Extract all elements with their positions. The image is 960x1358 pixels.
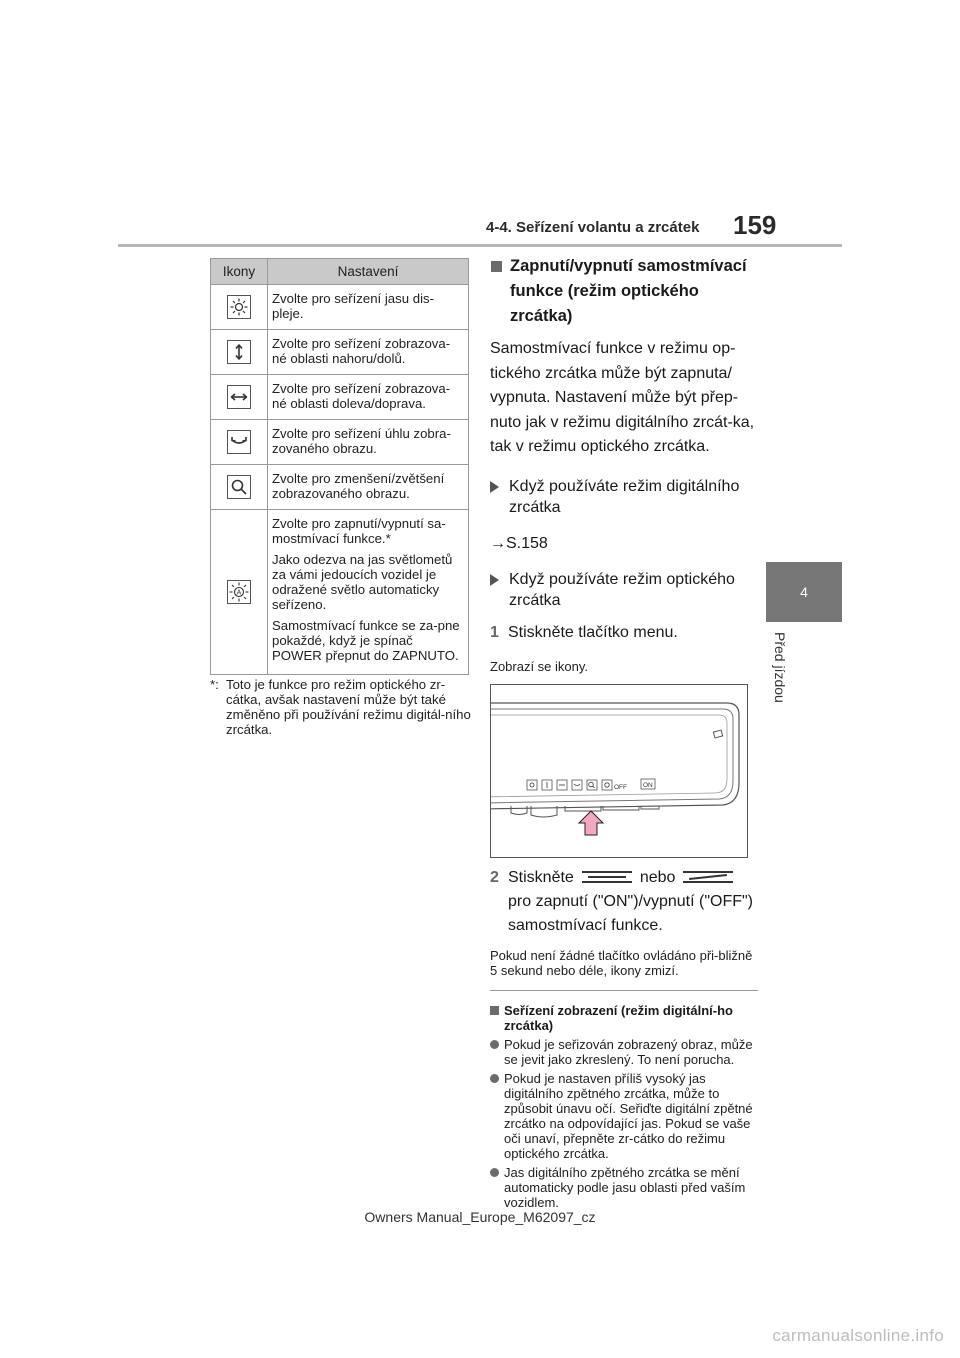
- step-number: 2: [490, 868, 499, 886]
- mirror-illustration: [490, 684, 748, 858]
- list-item-text: Pokud je nastaven příliš vysoký jas digitálního zpětného zrcátka, může to způsobit únavu očí. Seřiďte digitální zpětné zrcátko na odpovídající jas. Pokud se vaše oči unaví, přepněte zr-cátko do režimu optického zrcátka.: [504, 1070, 753, 1161]
- page-number: 159: [733, 210, 777, 240]
- info-heading: [490, 1003, 758, 1033]
- list-item: [490, 1165, 758, 1210]
- tilt-arrow-icon: [227, 430, 251, 454]
- step-note: Pokud není žádné tlačítko ovládáno při-bližně 5 sekund nebo déle, ikony zmizí.: [490, 947, 753, 978]
- step-text-part: Stiskněte: [508, 868, 574, 886]
- bullet-dot-icon: [490, 1040, 499, 1049]
- settings-table: [210, 258, 469, 675]
- step-text-part: pro zapnutí ("ON")/vypnutí ("OFF") samostmívací funkce.: [508, 892, 753, 934]
- step-number: 1: [490, 623, 499, 641]
- square-bullet-icon: [491, 261, 502, 272]
- square-bullet-icon: [490, 1006, 499, 1015]
- left-button-icon: [582, 871, 632, 883]
- heading-text: Zapnutí/vypnutí samostmívací funkce (režim optického zrcátka): [510, 257, 747, 325]
- page-reference[interactable]: →S.158: [490, 534, 548, 552]
- setting-description: Zvolte pro seřízení jasu dis-pleje.: [272, 291, 434, 321]
- brightness-icon: [227, 295, 251, 319]
- footnote-text: Toto je funkce pro režim optického zr-cátka, avšak nastavení může být také změněno při používání režimu digitál-ního zrcátka.: [226, 677, 471, 737]
- mode-item-text: Když používáte režim digitálního zrcátka: [509, 477, 740, 516]
- footnote-mark: *:: [210, 677, 219, 692]
- column-header-icons: Ikony: [211, 259, 268, 285]
- setting-description: Zvolte pro seřízení zobrazova-né oblasti nahoru/dolů.: [272, 336, 451, 366]
- auto-dimming-icon: [227, 580, 251, 604]
- chapter-number: 4: [800, 584, 808, 600]
- list-item-text: Pokud je seřizován zobrazený obraz, může se jevit jako zkreslený. To není porucha.: [504, 1036, 753, 1067]
- setting-description: Jako odezva na jas světlometů za vámi jedoucích vozidel je odražené světlo automaticky seřízeno.: [272, 552, 453, 612]
- setting-description: Samostmívací funkce se za-pne pokaždé, když je spínač POWER přepnut do ZAPNUTO.: [272, 618, 460, 663]
- header-divider: [118, 244, 842, 247]
- step-2: [490, 866, 758, 938]
- chapter-label: [772, 632, 808, 712]
- table-row: [211, 420, 469, 465]
- section-divider: [490, 990, 758, 991]
- chapter-title: Před jízdou: [772, 632, 788, 703]
- triangle-bullet-icon: [490, 481, 499, 493]
- chapter-tab: [766, 562, 842, 622]
- table-row: [211, 510, 469, 675]
- mode-item-digital: [490, 476, 758, 518]
- off-label: OFF: [614, 783, 627, 791]
- page-footer: Owners Manual_Europe_M62097_cz: [364, 1209, 596, 1225]
- info-heading-text: Seřízení zobrazení (režim digitální-ho zrcátka): [504, 1002, 733, 1033]
- setting-description: Zvolte pro seřízení zobrazova-né oblasti doleva/doprava.: [272, 381, 451, 411]
- section-heading: [490, 254, 758, 329]
- setting-description: Zvolte pro zapnutí/vypnutí sa-mostmívací funkce.*: [272, 516, 446, 546]
- on-label: ON: [643, 781, 653, 789]
- table-header-row: [211, 259, 469, 285]
- step-text: [508, 866, 758, 938]
- table-row: [211, 465, 469, 510]
- section-title: 4-4. Seřízení volantu a zrcátek: [486, 219, 700, 236]
- list-item-text: Jas digitálního zpětného zrcátka se mění automaticky podle jasu oblasti před vaším vozidlem.: [504, 1164, 746, 1210]
- bullet-dot-icon: [490, 1168, 499, 1177]
- table-row: [211, 375, 469, 420]
- step-text-part: nebo: [639, 868, 676, 886]
- table-row: [211, 285, 469, 330]
- mode-item-optical: [490, 569, 758, 611]
- svg-text:A: A: [236, 589, 242, 597]
- vertical-arrows-icon: [227, 340, 251, 364]
- table-footnote: [210, 677, 472, 737]
- setting-description: Zvolte pro zmenšení/zvětšení zobrazovaného obrazu.: [272, 471, 445, 501]
- horizontal-arrows-icon: [227, 385, 251, 409]
- right-button-icon: [683, 871, 733, 883]
- mirror-drawing: [491, 685, 748, 858]
- bullet-dot-icon: [490, 1074, 499, 1083]
- table-row: [211, 330, 469, 375]
- watermark: carmanualsonline.info: [772, 1326, 944, 1345]
- step-text: Stiskněte tlačítko menu.: [508, 623, 678, 641]
- mode-item-text: Když používáte režim optického zrcátka: [509, 570, 735, 609]
- setting-description: Zvolte pro seřízení úhlu zobra-zovaného obrazu.: [272, 426, 451, 456]
- step-1: [490, 621, 758, 645]
- step-note: Zobrazí se ikony.: [490, 658, 589, 674]
- intro-paragraph: Samostmívací funkce v režimu op-tického zrcátka může být zapnuta/ vypnuta. Nastavení může být přep-nuto jak v režimu digitálního zrcát-ka, tak v režimu optického zrcátka.: [490, 340, 755, 455]
- magnifier-icon: [227, 475, 251, 499]
- list-item: [490, 1071, 758, 1161]
- list-item: [490, 1037, 758, 1067]
- column-header-settings: Nastavení: [268, 259, 469, 285]
- triangle-bullet-icon: [490, 574, 499, 586]
- main-column: [490, 254, 758, 1210]
